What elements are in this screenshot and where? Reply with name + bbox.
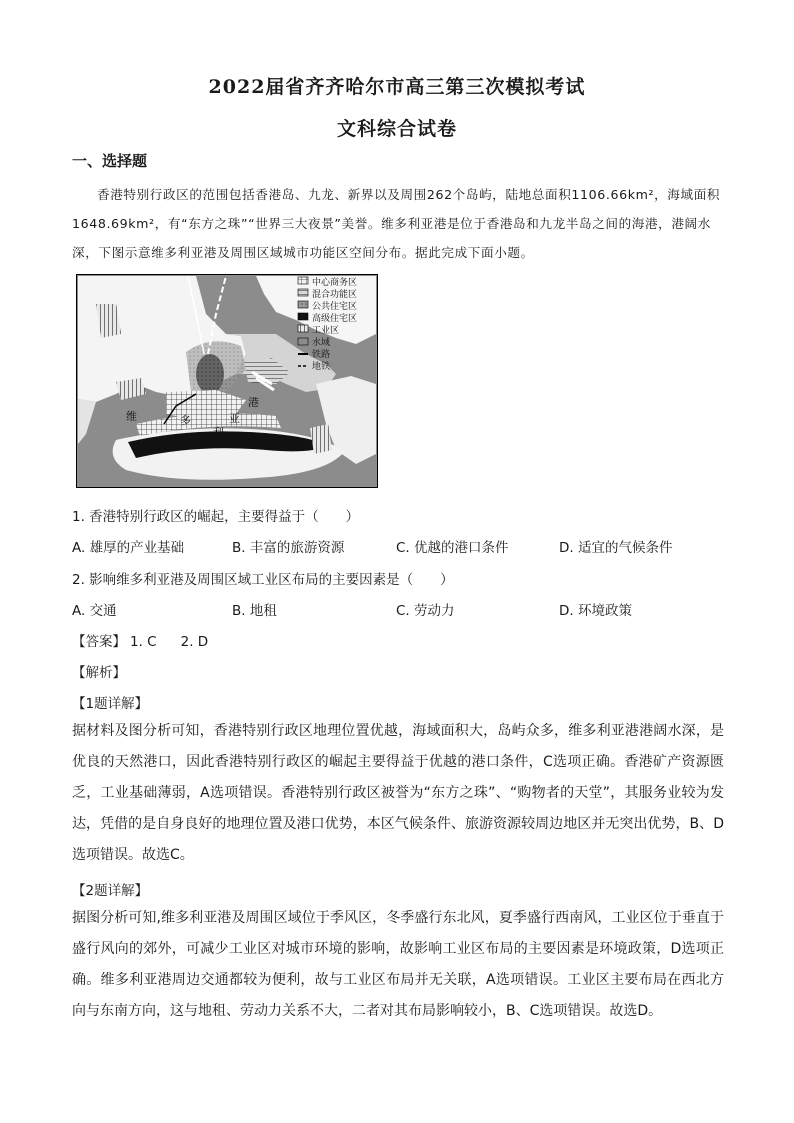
harbour-label-char-1: 维 (126, 410, 137, 423)
legend-water-label: 水域 (312, 338, 331, 348)
question-1-option-c: C. 优越的港口条件 (396, 540, 509, 556)
legend-industrial-label: 工业区 (312, 326, 340, 336)
detail-1-paragraph: 据材料及图分析可知，香港特别行政区地理位置优越，海域面积大，岛屿众多，维多利亚港港阔水深，是优良的天然港口，因此香港特别行政区的崛起主要得益于优越的港口条件，C选项正确。香港矿产资源匮乏，工业基础薄弱，A选项错误。香港特别行政区被誉为“东方之珠”、“购物者的天堂”，其服务业较为发达，凭借的是自身良好的地理位置及港口优势，本区气候条件、旅游资源较周边地区并无突出优势，B、D选项错误。故选C。 (72, 723, 724, 863)
question-1-option-a: A. 雄厚的产业基础 (72, 540, 185, 556)
answer-label: 【答案】 (72, 634, 126, 650)
document-subtitle: 文科综合试卷 (336, 118, 457, 140)
answer-line (72, 630, 208, 650)
legend-public-housing-label: 公共住宅区 (312, 302, 358, 312)
harbour-label-char-5: 港 (248, 396, 259, 409)
question-1-option-d: D. 适宜的气候条件 (559, 540, 673, 556)
answer-2: 2. D (180, 634, 209, 650)
section-heading: 一、选择题 (72, 152, 148, 170)
detail-2-label: 【2题详解】 (72, 883, 149, 899)
question-2-option-d: D. 环境政策 (559, 603, 632, 619)
question-2-option-c: C. 劳动力 (396, 603, 455, 619)
detail-2-paragraph: 据图分析可知,维多利亚港及周围区域位于季风区，冬季盛行东北风，夏季盛行西南风，工业区位于垂直于盛行风向的郊外，可减少工业区对城市环境的影响，故影响工业区布局的主要因素是环境政策，D选项正确。维多利亚港周边交通都较为便利，故与工业区布局并无关联，A选项错误。工业区主要布局在西北方向与东南方向，这与地租、劳动力关系不大，二者对其布局影响较小，B、C选项错误。故选D。 (72, 910, 724, 1019)
question-1-stem: 1. 香港特别行政区的崛起，主要得益于（ ） (72, 509, 360, 525)
legend-premium-housing-label: 高级住宅区 (312, 314, 358, 324)
question-2-option-a: A. 交通 (72, 603, 117, 619)
harbour-label-char-2: 多 (180, 414, 191, 427)
legend-mixed-label: 混合功能区 (312, 290, 358, 300)
question-2-stem: 2. 影响维多利亚港及周围区域工业区布局的主要因素是（ ） (72, 572, 454, 588)
question-2-option-b: B. 地租 (232, 603, 277, 619)
intro-paragraph: 香港特别行政区的范围包括香港岛、九龙、新界以及周围262个岛屿，陆地总面积1106.66km²，海域面积1648.69km²，有“东方之珠”“世界三大夜景”美誉。维多利亚港是位于香港岛和九龙半岛之间的海港，港阔水深，下图示意维多利亚港及周围区域城市功能区空间分布。据此完成下面小题。 (72, 187, 721, 260)
analysis-label: 【解析】 (72, 665, 126, 681)
legend-subway-label: 地铁 (312, 362, 331, 372)
hong-kong-function-zone-map (76, 274, 378, 488)
answer-1: 1. C (130, 634, 157, 650)
document-title: 2022届省齐齐哈尔市高三第三次模拟考试 (208, 76, 586, 98)
harbour-label-char-3: 利 (213, 426, 224, 439)
harbour-label-char-4: 亚 (229, 412, 240, 425)
question-1-option-b: B. 丰富的旅游资源 (232, 540, 345, 556)
legend-railway-label: 铁路 (312, 350, 331, 360)
legend-cbd-label: 中心商务区 (312, 278, 358, 288)
detail-1-label: 【1题详解】 (72, 696, 149, 712)
